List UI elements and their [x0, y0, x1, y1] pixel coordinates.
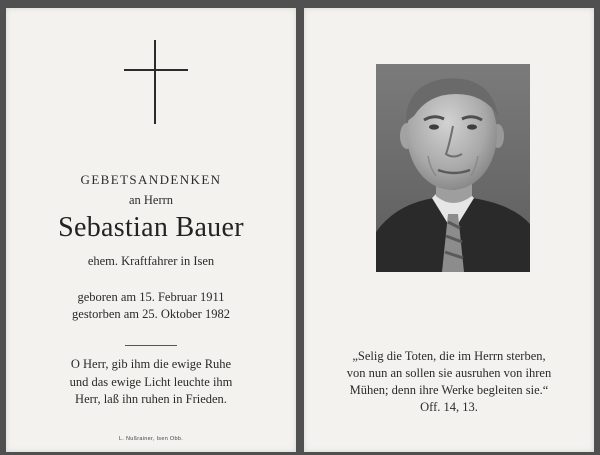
quote-line: Mühen; denn ihre Werke begleiten sie.“: [349, 383, 549, 397]
salutation: an Herrn: [128, 193, 174, 207]
cross-vertical-bar: [154, 40, 156, 124]
card-heading: GEBETSANDENKEN: [80, 172, 222, 187]
bible-quote: [304, 348, 594, 416]
life-dates: [6, 289, 296, 323]
prayer-line: und das ewige Licht leuchte ihm: [69, 374, 233, 389]
printer-imprint: L. Nußrainer, Isen Obb.: [118, 436, 184, 442]
cross-icon: [6, 8, 296, 138]
prayer-line: O Herr, gib ihm die ewige Ruhe: [70, 357, 232, 371]
left-card: [6, 8, 296, 452]
quote-line: „Selig die Toten, die im Herrn sterben,: [352, 349, 546, 363]
birth-date: geboren am 15. Februar 1911: [77, 290, 225, 304]
quote-reference: Off. 14, 13.: [420, 400, 478, 414]
quote-line: von nun an sollen sie ausruhen von ihren: [346, 366, 552, 380]
deceased-name: Sebastian Bauer: [58, 212, 244, 243]
right-card: [304, 8, 594, 452]
death-date: gestorben am 25. Oktober 1982: [72, 307, 230, 321]
portrait-photo: [376, 64, 530, 272]
occupation: ehem. Kraftfahrer in Isen: [87, 254, 215, 268]
prayer-line: Herr, laß ihn ruhen in Frieden.: [75, 392, 227, 406]
portrait-image: [376, 64, 530, 272]
divider: [125, 345, 177, 346]
cross-horizontal-bar: [124, 69, 188, 71]
prayer-text: [6, 356, 296, 409]
